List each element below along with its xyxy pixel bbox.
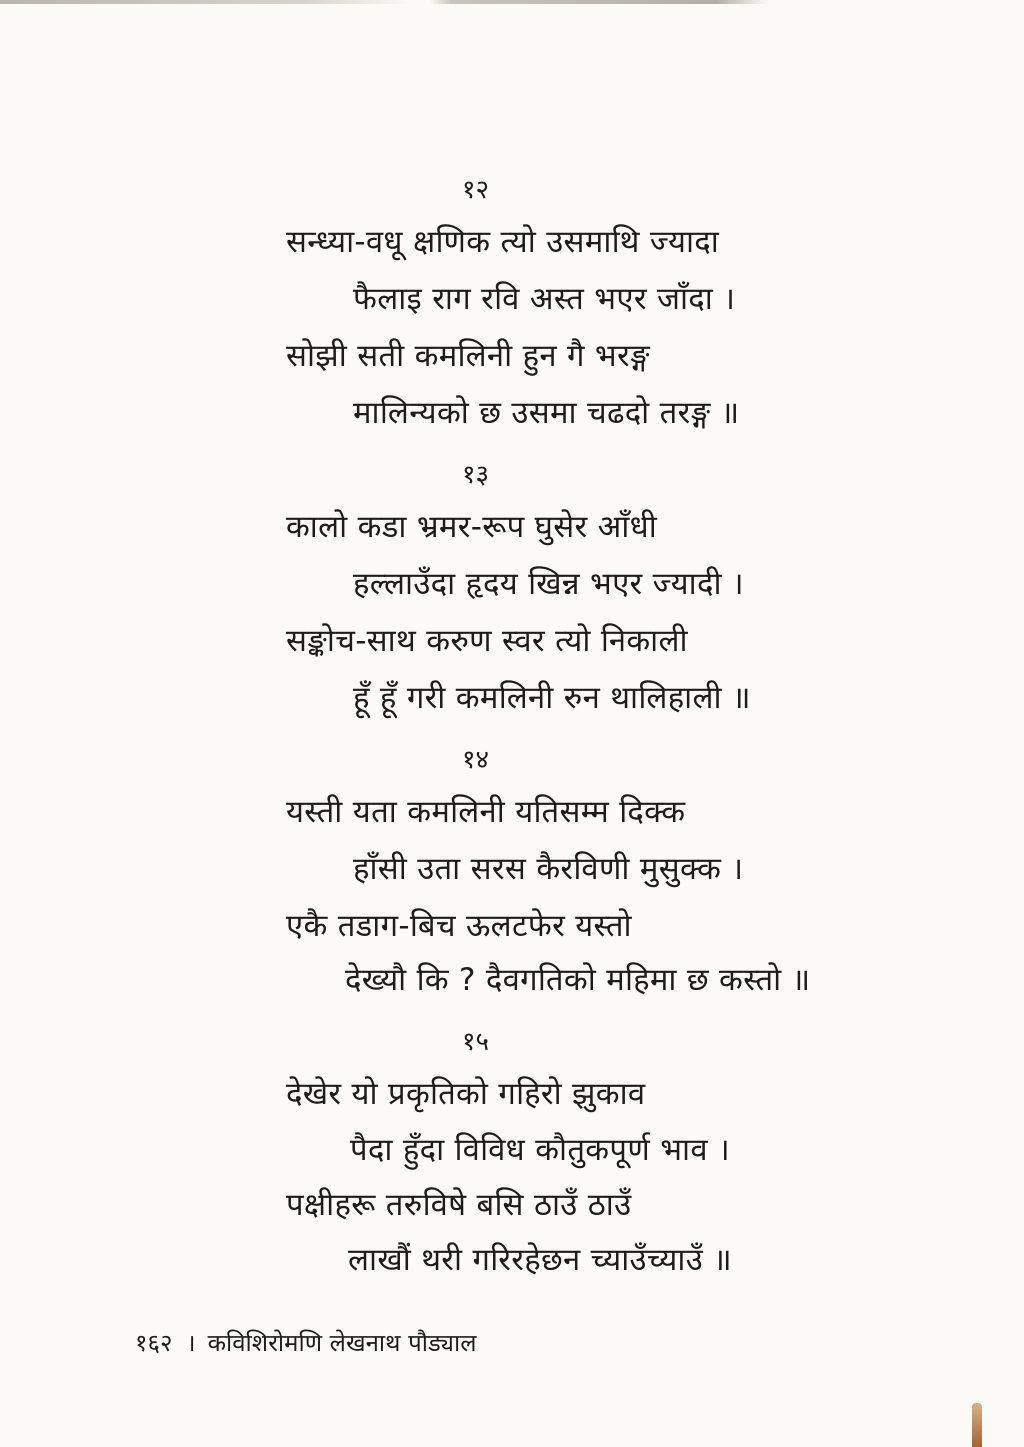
stanza-number: १२ <box>462 175 490 205</box>
verse-line: पैदा हुँदा विविध कौतुकपूर्ण भाव । <box>350 1132 731 1168</box>
verse-line: फैलाइ राग रवि अस्त भएर जाँदा । <box>353 281 736 317</box>
page-edge-mark <box>972 1403 982 1447</box>
verse-line: पक्षीहरू तरुविषे बसि ठाउँ ठाउँ <box>286 1187 632 1223</box>
verse-line: सोझी सती कमलिनी हुन गै भरङ्ग <box>286 338 650 374</box>
stanza-number: १३ <box>462 460 490 490</box>
page-footer <box>135 1326 477 1359</box>
verse-line: देखेर यो प्रकृतिको गहिरो झुकाव <box>286 1076 646 1112</box>
verse-line: देख्यौ कि ? दैवगतिको महिमा छ कस्तो ॥ <box>345 962 811 998</box>
verse-line: मालिन्यको छ उसमा चढदो तरङ्ग ॥ <box>353 395 740 431</box>
top-rule <box>0 0 1024 4</box>
stanza-number: १५ <box>462 1027 490 1057</box>
verse-line: हूँ हूँ गरी कमलिनी रुन थालिहाली ॥ <box>353 680 751 716</box>
verse-line: कालो कडा भ्रमर-रूप घुसेर आँधी <box>286 509 658 545</box>
stanza-number: १४ <box>462 745 490 775</box>
verse-line: एकै तडाग-बिच ऊलटफेर यस्तो <box>286 908 632 944</box>
page-number: १६२ <box>135 1329 173 1357</box>
footer-separator: । <box>186 1329 196 1357</box>
book-title: कविशिरोमणि लेखनाथ पौड्याल <box>207 1329 477 1357</box>
verse-line: सङ्कोच-साथ करुण स्वर त्यो निकाली <box>286 623 688 659</box>
verse-line: सन्ध्या-वधू क्षणिक त्यो उसमाथि ज्यादा <box>286 224 720 260</box>
verse-line: हल्लाउँदा हृदय खिन्न भएर ज्यादी । <box>353 566 744 602</box>
verse-line: यस्ती यता कमलिनी यतिसम्म दिक्क <box>286 794 686 830</box>
verse-line: हाँसी उता सरस कैरविणी मुसुक्क । <box>353 851 744 887</box>
verse-line: लाखौं थरी गरिरहेछन च्याउँच्याउँ ॥ <box>348 1242 733 1278</box>
